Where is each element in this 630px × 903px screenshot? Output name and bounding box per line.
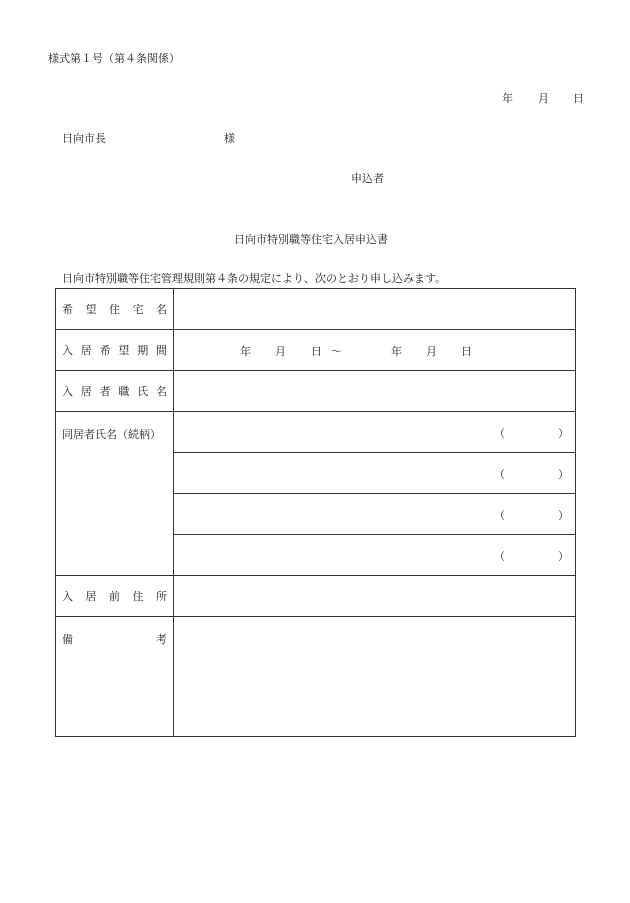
label-cohabitants: [56, 412, 174, 576]
period-end-month: 月: [426, 345, 437, 358]
field-remarks[interactable]: [174, 617, 576, 737]
applicant-label: 申込者: [351, 172, 384, 185]
label-char: 考: [156, 633, 167, 646]
label-char: 希: [99, 344, 111, 357]
label-char: 居: [80, 344, 92, 357]
form-number: 様式第１号（第４条関係）: [48, 52, 180, 65]
label-text: 同居者氏名（続柄）: [62, 428, 161, 441]
field-cohabitant-4[interactable]: [174, 535, 576, 576]
label-char: 名: [155, 385, 167, 398]
label-char: 望: [118, 344, 130, 357]
label-char: 職: [118, 385, 130, 398]
relation-open-paren: （: [494, 468, 505, 481]
relation-open-paren: （: [494, 427, 505, 440]
row-occupant: [56, 371, 576, 412]
field-cohabitant-2[interactable]: [174, 453, 576, 494]
relation-close-paren: ）: [558, 550, 569, 563]
relation-close-paren: ）: [558, 509, 569, 522]
label-char: 住: [132, 590, 144, 603]
label-char: 備: [62, 633, 73, 646]
relation-open-paren: （: [494, 550, 505, 563]
label-char: 間: [155, 344, 167, 357]
period-start-month: 月: [275, 345, 286, 358]
date-line: [0, 90, 630, 106]
label-remarks: [56, 617, 174, 737]
field-occupant[interactable]: [174, 371, 576, 412]
application-table: [55, 288, 576, 737]
label-char: 入: [62, 385, 73, 398]
period-separator: ～: [331, 345, 342, 358]
label-char: 前: [109, 590, 120, 603]
row-desired-housing: [56, 289, 576, 330]
row-move-in-period: [56, 330, 576, 371]
label-char: 入: [62, 590, 73, 603]
period-start-year: 年: [240, 345, 251, 358]
date-year: 年: [502, 92, 513, 105]
period-start-day: 日: [311, 345, 322, 358]
field-previous-address[interactable]: [174, 576, 576, 617]
label-desired-housing: [56, 289, 174, 330]
relation-close-paren: ）: [558, 468, 569, 481]
label-char: 居: [85, 590, 97, 603]
label-char: 希: [62, 303, 73, 316]
date-day: 日: [573, 92, 584, 105]
label-char: 望: [85, 303, 97, 316]
label-char: 住: [109, 303, 120, 316]
addressee-title: 日向市長: [62, 132, 106, 145]
period-end-year: 年: [391, 345, 402, 358]
relation-open-paren: （: [494, 509, 505, 522]
label-move-in-period: [56, 330, 174, 371]
label-previous-address: [56, 576, 174, 617]
row-previous-address: [56, 576, 576, 617]
row-cohabitant: [56, 412, 576, 453]
field-cohabitant-1[interactable]: [174, 412, 576, 453]
label-char: 宅: [132, 303, 144, 316]
intro-text: 日向市特別職等住宅管理規則第４条の規定により、次のとおり申し込みます。: [62, 272, 447, 285]
period-end-day: 日: [461, 345, 472, 358]
label-char: 期: [137, 344, 149, 357]
addressee-honorific: 様: [224, 132, 235, 145]
document-title: 日向市特別職等住宅入居申込書: [234, 233, 388, 246]
field-desired-housing[interactable]: [174, 289, 576, 330]
row-remarks: [56, 617, 576, 737]
label-char: 入: [62, 344, 73, 357]
relation-close-paren: ）: [558, 427, 569, 440]
label-char: 者: [99, 385, 111, 398]
label-char: 居: [80, 385, 92, 398]
label-char: 氏: [137, 385, 149, 398]
label-occupant: [56, 371, 174, 412]
date-month: 月: [538, 92, 549, 105]
label-char: 所: [156, 590, 167, 603]
field-cohabitant-3[interactable]: [174, 494, 576, 535]
label-char: 名: [156, 303, 167, 316]
field-move-in-period[interactable]: [174, 330, 576, 371]
